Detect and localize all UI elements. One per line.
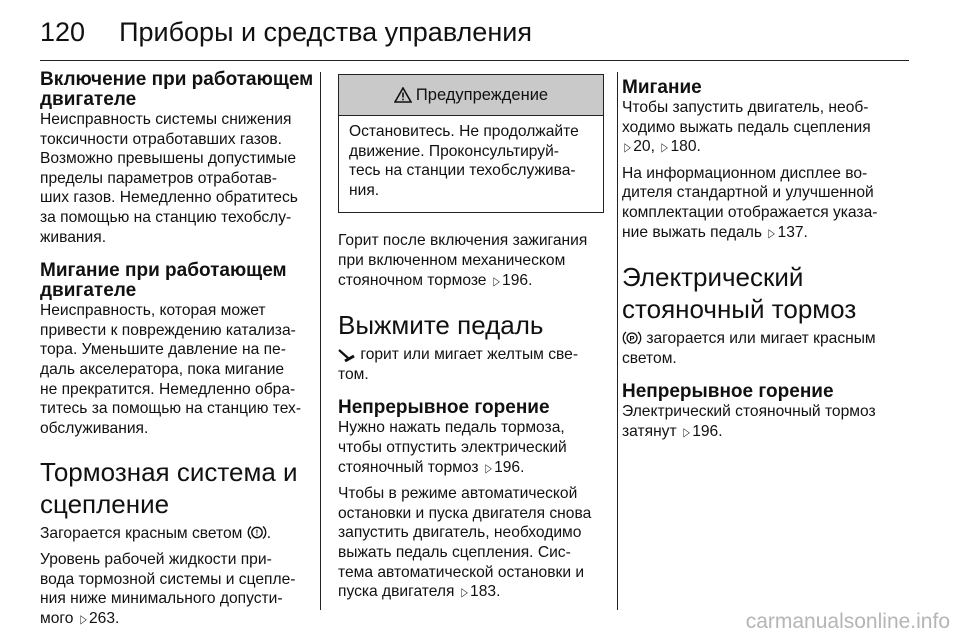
paragraph-display (622, 164, 905, 243)
section-title-blinking (40, 261, 315, 301)
warning-title: Предупреждение (415, 85, 549, 104)
page-ref-link[interactable]: 183. (470, 583, 501, 601)
text-line: Неисправность, которая может (40, 302, 266, 320)
section-title-press-pedal: Выжмите педаль (338, 310, 544, 341)
text-line: тема автоматической остановки и (338, 563, 585, 581)
page-ref-icon: ▷ (485, 460, 492, 475)
column-divider-1 (320, 72, 321, 610)
brake-lamp-line (40, 524, 315, 544)
text-line: комплектации отображается указа- (622, 203, 878, 221)
page-ref-link[interactable]: 263. (89, 609, 120, 627)
section-title-line: Тормозная система и (40, 457, 298, 488)
column-divider-2 (617, 72, 618, 610)
text-line: даль акселератора, пока мигание (40, 360, 285, 378)
page-ref-icon: ▷ (661, 140, 669, 155)
section-title-continuous-epb: Непрерывное горение (622, 381, 834, 403)
text-line: Возможно превышены допустимые (40, 150, 297, 168)
watermark: carmanualsonline.info (745, 610, 950, 633)
text-line: тора. Уменьшите давление на пе- (40, 341, 286, 359)
paragraph-continuous-epb (622, 402, 905, 442)
section-title-line: двигателе (40, 280, 137, 302)
text-line: обслуживания. (40, 419, 149, 437)
page-ref-link[interactable]: 137. (777, 223, 808, 241)
section-title-epb (622, 261, 905, 325)
text-line (338, 458, 604, 479)
text-span: горит или мигает желтым све- (360, 346, 579, 364)
warning-header (339, 75, 603, 116)
page-ref-icon: ▷ (80, 611, 87, 626)
section-title-line: сцепление (40, 489, 170, 520)
text-line: запустить двигатель, необходимо (338, 524, 582, 542)
svg-text:!: ! (255, 528, 259, 538)
page-ref-link[interactable]: 196. (692, 422, 723, 440)
paragraph-engine-on (40, 110, 315, 247)
section-title-brakes (40, 456, 315, 520)
text-line: тесь на станции техобслужива- (349, 162, 576, 180)
paragraph-continuous (338, 418, 604, 478)
paragraph-blinking (40, 301, 315, 438)
text-line: Чтобы запустить двигатель, необ- (622, 99, 869, 116)
text-line (622, 422, 905, 443)
text-line: том. (338, 365, 369, 383)
column-2 (338, 70, 604, 603)
text-line: живания. (40, 228, 107, 246)
page-ref-icon: ▷ (493, 273, 500, 288)
text-span: мого (40, 609, 74, 627)
text-span: стояночный тормоз (338, 458, 479, 476)
text-line: Нужно нажать педаль тормоза, (338, 419, 565, 437)
text-span: стояночном тормозе (338, 271, 487, 289)
text-line (622, 329, 905, 349)
text-line: остановки и пуска двигателя снова (338, 504, 592, 522)
paragraph-pedal (338, 345, 604, 384)
text-line (622, 223, 905, 244)
warning-box (338, 74, 604, 213)
text-line: светом. (622, 349, 677, 367)
text-line (338, 345, 604, 365)
page-ref-link[interactable]: 196. (502, 271, 533, 289)
text-line: ния ниже минимального допусти- (40, 590, 283, 608)
pedal-icon (338, 348, 356, 362)
parking-brake-icon (622, 330, 642, 346)
section-title-line: Электрический (622, 262, 804, 293)
paragraph-epb (622, 329, 905, 368)
text-line (338, 271, 604, 292)
section-title-continuous: Непрерывное горение (338, 397, 550, 419)
warning-body (339, 116, 603, 212)
section-title-line: стояночный тормоз (622, 294, 857, 325)
text-line: Уровень рабочей жидкости при- (40, 550, 272, 568)
text-line (622, 137, 905, 158)
text-line: Неисправность системы снижения (40, 111, 292, 128)
text-span: . (266, 525, 272, 543)
text-line: пределы параметров отработав- (40, 169, 277, 187)
text-span: затянут (622, 422, 677, 440)
page-ref-icon: ▷ (624, 140, 631, 155)
page-number: 120 (40, 16, 86, 47)
page-header (40, 8, 910, 56)
paragraph-brake-fluid (40, 550, 315, 629)
text-span: загорается или мигает красным (646, 330, 876, 348)
text-line: Горит после включения зажигания (338, 232, 588, 250)
text-line: На информационном дисплее во- (622, 164, 868, 182)
text-line: Остановитесь. Не продолжайте (349, 123, 579, 140)
text-line: Электрический стояночный тормоз (622, 403, 876, 421)
page-ref-link[interactable]: 20, (633, 138, 655, 156)
section-title-engine-on (40, 70, 315, 110)
text-line (338, 582, 604, 603)
text-line: ния. (349, 181, 380, 199)
paragraph-parking (338, 231, 604, 291)
text-line: при включенном механическом (338, 251, 566, 269)
brake-warning-icon (247, 524, 267, 541)
section-title-line: Включение при работающем (40, 69, 314, 90)
text-line: ходимо выжать педаль сцепления (622, 118, 871, 136)
section-title-blink: Мигание (622, 77, 702, 98)
text-line: дителя стандартной и улучшенной (622, 184, 874, 202)
text-line: за помощью на станцию техобслу- (40, 208, 292, 226)
svg-text:P: P (629, 333, 635, 343)
column-1 (40, 70, 315, 629)
page-ref-icon: ▷ (768, 225, 776, 240)
section-title-line: Мигание при работающем (40, 260, 287, 282)
text-line: не прекратится. Немедленно обра- (40, 380, 296, 398)
section-title-line: двигателе (40, 89, 137, 110)
text-line: вода тормозной системы и сцепле- (40, 570, 296, 588)
header-rule (40, 60, 909, 61)
paragraph-blink (622, 98, 905, 158)
text-line (40, 609, 315, 630)
text-line: чтобы отпустить электрический (338, 438, 567, 456)
text-span: Загорается красным светом (40, 525, 243, 543)
column-3 (622, 70, 905, 443)
text-line: выжать педаль сцепления. Сис- (338, 543, 571, 561)
text-span: пуска двигателя (338, 583, 455, 601)
page-ref-link[interactable]: 180. (670, 138, 701, 156)
page-ref-icon: ▷ (683, 424, 690, 439)
page-ref-icon: ▷ (461, 585, 468, 600)
text-line: титесь за помощью на станцию тех- (40, 400, 302, 418)
text-line: движение. Проконсультируй- (349, 142, 559, 160)
text-line: Чтобы в режиме автоматической (338, 485, 578, 503)
paragraph-autostop (338, 484, 604, 603)
page-ref-link[interactable]: 196. (494, 458, 525, 476)
text-line: токсичности отработавших газов. (40, 130, 282, 148)
page-title: Приборы и средства управления (119, 16, 532, 47)
text-span: ние выжать педаль (622, 223, 762, 241)
text-line: привести к повреждению катализа- (40, 321, 296, 339)
warning-triangle-icon (394, 87, 412, 103)
text-line: ших газов. Немедленно обратитесь (40, 189, 298, 207)
